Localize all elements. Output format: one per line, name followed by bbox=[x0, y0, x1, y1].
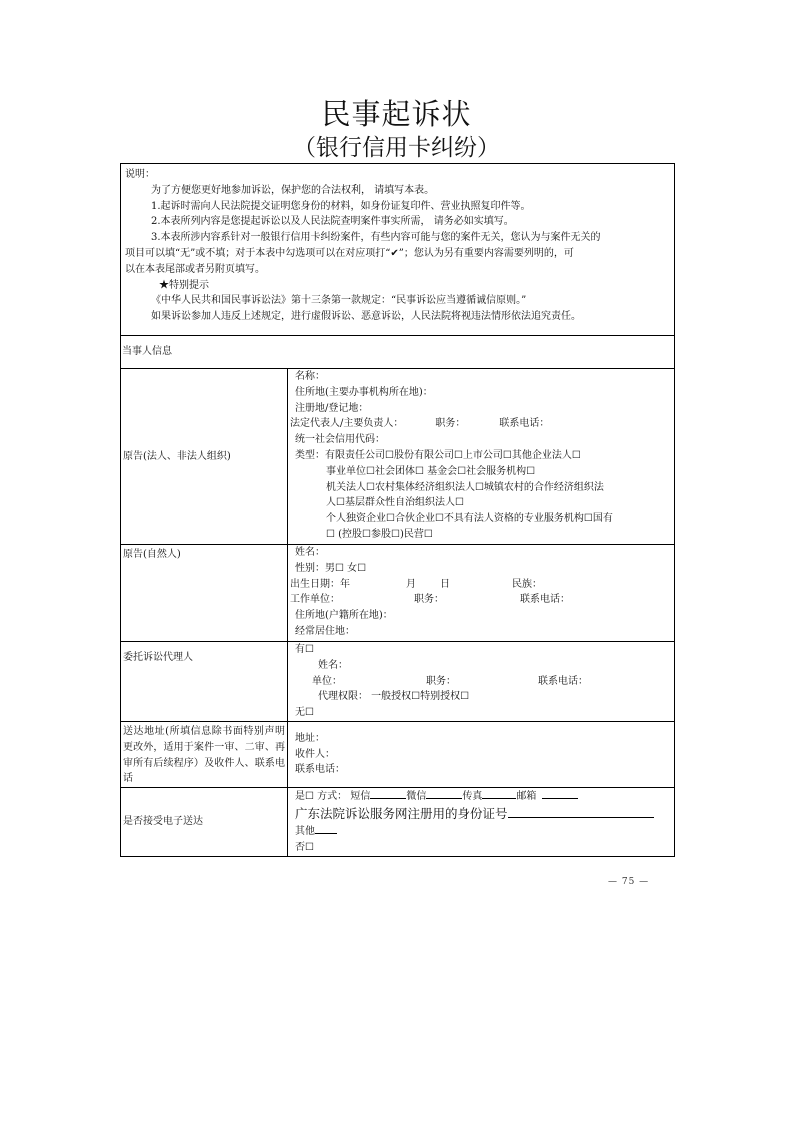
agent-unit-line bbox=[290, 674, 672, 690]
gd-id-blank[interactable] bbox=[508, 805, 654, 818]
person-name-field[interactable]: 姓名： bbox=[295, 547, 325, 558]
service-address-label bbox=[121, 722, 288, 788]
notes-warning: 如果诉讼参加人违反上述规定，进行虚假诉讼、恶意诉讼，人民法院将视违法情形依法追究责任。 bbox=[151, 311, 581, 323]
plaintiff-person-row bbox=[121, 545, 675, 642]
org-legal-rep-line bbox=[290, 416, 672, 432]
service-address-fields bbox=[288, 722, 675, 788]
gd-id-label: 广东法院诉讼服务网注册用的身份证号 bbox=[295, 805, 508, 821]
org-type-line-5[interactable]: 个人独资企业☐合伙企业☐不具有法人资格的专业服务机构☐国有 bbox=[326, 513, 613, 525]
org-address-field[interactable]: 住所地(主要办事机构所在地)： bbox=[295, 386, 433, 398]
org-position-field[interactable]: 职务： bbox=[435, 418, 466, 430]
person-gender-field[interactable]: 性别：男☐ 女☐ bbox=[295, 562, 367, 574]
notes-item-3b: 项目可以填“无”或不填；对于本表中勾选项可以在对应项打“✔”；您认为另有重要内容需要列明的，可 bbox=[125, 247, 574, 259]
other-blank[interactable] bbox=[315, 823, 337, 834]
person-phone-field[interactable]: 联系电话： bbox=[520, 594, 570, 606]
agent-unit-field[interactable]: 单位： bbox=[312, 675, 342, 687]
person-ethnicity-field[interactable]: 民族： bbox=[512, 578, 542, 590]
plaintiff-person-fields bbox=[288, 545, 675, 642]
service-phone-field[interactable]: 联系电话： bbox=[295, 764, 345, 776]
party-section-row bbox=[121, 336, 675, 369]
electronic-other-label: 其他 bbox=[295, 825, 315, 837]
agent-authority-field[interactable]: 代理权限： 一般授权☐特别授权☐ bbox=[318, 691, 470, 703]
service-address-row bbox=[121, 722, 675, 788]
person-domicile-field[interactable]: 住所地(户籍所在地)： bbox=[295, 610, 393, 622]
document-subtitle: （银行信用卡纠纷） bbox=[293, 135, 500, 161]
org-type-line-2[interactable]: 事业单位☐社会团体☐ 基金会☐社会服务机构☐ bbox=[326, 465, 536, 477]
person-birth-month: 月 bbox=[406, 578, 416, 590]
agent-fields bbox=[288, 642, 675, 722]
service-address-label-text: 送达地址(所填信息除书面特别声明更改外，适用于案件一审、二审、再审所有后续程序）及收件人、联系电话 bbox=[123, 726, 285, 785]
party-section-label: 当事人信息 bbox=[121, 336, 675, 369]
plaintiff-org-row bbox=[121, 369, 675, 545]
notes-item-1: 1.起诉时需向人民法院提交证明您身份的材料，如身份证复印件、营业执照复印件等。 bbox=[151, 200, 531, 212]
notes-law-quote: 《中华人民共和国民事诉讼法》第十三条第一款规定：“民事诉讼应当遵循诚信原则。” bbox=[151, 295, 527, 307]
plaintiff-org-label: 原告(法人、非法人组织) bbox=[121, 369, 288, 545]
email-label: 邮箱 bbox=[516, 791, 537, 803]
fax-label: 传真 bbox=[462, 791, 483, 803]
gd-id-line bbox=[290, 805, 672, 823]
service-recipient-field[interactable]: 收件人： bbox=[295, 748, 335, 760]
notes-row bbox=[121, 164, 675, 336]
service-address-field[interactable]: 地址： bbox=[295, 732, 325, 744]
wechat-blank[interactable] bbox=[426, 788, 462, 799]
email-blank[interactable] bbox=[542, 788, 578, 799]
notes-cell bbox=[121, 164, 675, 336]
person-birth-line bbox=[290, 577, 672, 593]
person-residence-field[interactable]: 经常居住地： bbox=[295, 625, 355, 637]
notes-item-2: 2.本表所列内容是您提起诉讼以及人民法院查明案件事实所需， 请务必如实填写。 bbox=[151, 216, 514, 228]
notes-intro: 为了方便您更好地参加诉讼，保护您的合法权利， 请填写本表。 bbox=[151, 184, 435, 196]
org-registered-field[interactable]: 注册地/登记地： bbox=[295, 402, 369, 414]
plaintiff-person-label: 原告(自然人) bbox=[121, 545, 288, 642]
sms-blank[interactable] bbox=[370, 788, 406, 799]
org-name-field[interactable]: 名称： bbox=[295, 371, 325, 382]
org-type-line-4[interactable]: 人☐基层群众性自治组织法人☐ bbox=[326, 497, 464, 509]
notes-special-heading: ★特别提示 bbox=[159, 279, 209, 291]
notes-heading: 说明： bbox=[125, 169, 155, 180]
person-position-field[interactable]: 职务： bbox=[414, 594, 444, 606]
notes-item-3c: 以在本表尾部或者另附页填写。 bbox=[125, 263, 265, 275]
electronic-yes-option[interactable]: 是☐ 方式： 短信 bbox=[295, 791, 371, 803]
electronic-no-option[interactable]: 否☐ bbox=[295, 841, 314, 853]
electronic-service-label: 是否接受电子送达 bbox=[121, 788, 288, 856]
page-number: — 75 — bbox=[608, 877, 650, 887]
notes-item-3a: 3.本表所涉内容系针对一般银行信用卡纠纷案件，有些内容可能与您的案件无关，您认为与案件无关的 bbox=[151, 232, 601, 244]
electronic-service-fields bbox=[288, 788, 675, 856]
electronic-yes-line bbox=[290, 788, 672, 805]
fax-blank[interactable] bbox=[482, 788, 516, 799]
electronic-other-line bbox=[290, 823, 672, 840]
org-type-line-3[interactable]: 机关法人☐农村集体经济组织法人☐城镇农村的合作经济组织法 bbox=[326, 481, 604, 493]
org-credit-code-field[interactable]: 统一社会信用代码： bbox=[295, 434, 385, 446]
person-birth-year[interactable]: 出生日期：年 bbox=[290, 578, 350, 590]
org-legal-rep-field[interactable]: 法定代表人/主要负责人： bbox=[290, 418, 404, 430]
electronic-service-row bbox=[121, 788, 675, 856]
wechat-label: 微信 bbox=[406, 791, 427, 803]
agent-no-option[interactable]: 无☐ bbox=[295, 707, 314, 719]
agent-label: 委托诉讼代理人 bbox=[121, 642, 288, 722]
org-type-line-6[interactable]: ☐ (控股☐参股☐)民营☐ bbox=[326, 528, 433, 540]
agent-row bbox=[121, 642, 675, 722]
agent-phone-field[interactable]: 联系电话： bbox=[538, 675, 588, 687]
plaintiff-org-fields bbox=[288, 369, 675, 545]
person-birth-day: 日 bbox=[440, 578, 450, 590]
org-type-line-1[interactable]: 类型：有限责任公司☐股份有限公司☐上市公司☐其他企业法人☐ bbox=[295, 449, 581, 461]
org-phone-field[interactable]: 联系电话： bbox=[499, 418, 550, 430]
agent-yes-option[interactable]: 有☐ bbox=[295, 644, 314, 655]
person-work-line bbox=[290, 592, 672, 608]
agent-name-field[interactable]: 姓名： bbox=[318, 659, 348, 671]
complaint-form-table bbox=[120, 163, 675, 857]
agent-position-field[interactable]: 职务： bbox=[426, 675, 456, 687]
document-title: 民事起诉状 bbox=[321, 97, 472, 131]
person-employer-field[interactable]: 工作单位： bbox=[290, 594, 340, 606]
